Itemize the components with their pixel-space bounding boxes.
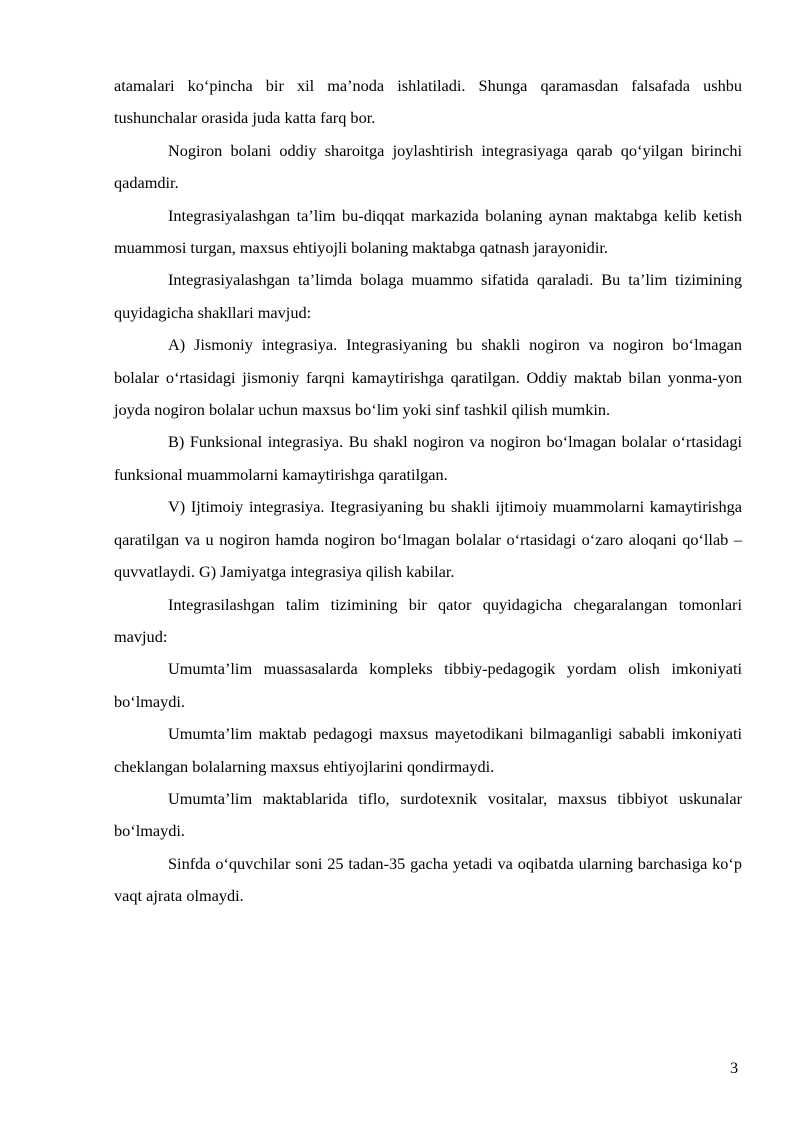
paragraph: Integrasilashgan talim tizimining bir qator quyidagicha chegaralangan tomonlari mavjud:	[114, 594, 742, 646]
paragraph: Umumtaʼlim maktablarida tiflo, surdotexnik vositalar, maxsus tibbiyot uskunalar boʻlmaydi.	[114, 788, 742, 841]
paragraph: B) Funksional integrasiya. Bu shakl nogiron va nogiron boʻlmagan bolalar oʻrtasidagi funksional muammolarni kamaytirishga qaratilgan.	[114, 432, 742, 484]
paragraph: Nogiron bolani oddiy sharoitga joylashtirish integrasiyaga qarab qoʻyilgan birinchi qadamdir.	[114, 140, 742, 193]
paragraph: Umumtaʼlim maktab pedagogi maxsus mayetodikani bilmaganligi sababli imkoniyati cheklangan bolalarning maxsus ehtiyojlarini qondirmaydi.	[114, 724, 742, 776]
paragraph: atamalari koʻpincha bir xil maʼnoda ishlatiladi. Shunga qaramasdan falsafada ushbu tushunchalar orasida juda katta farq bor.	[114, 76, 742, 128]
paragraph: Sinfda oʻquvchilar soni 25 tadan-35 gacha yetadi va oqibatda ularning barchasiga koʻp vaqt ajrata olmaydi.	[114, 853, 742, 906]
paragraph: Umumtaʼlim muassasalarda kompleks tibbiy-pedagogik yordam olish imkoniyati boʻlmaydi.	[114, 659, 742, 711]
page-number: 3	[730, 1058, 739, 1077]
paragraph: A) Jismoniy integrasiya. Integrasiyaning bu shakli nogiron va nogiron boʻlmagan bolalar oʻrtasidagi jismoniy farqni kamaytirishga qaratilgan. Oddiy maktab bilan yonma-yon joyda nogiron bolalar uchun maxsus boʻlim yoki sinf tashkil qilish mumkin.	[114, 335, 742, 420]
paragraph: Integrasiyalashgan taʼlimda bolaga muammo sifatida qaraladi. Bu taʼlim tizimining quyidagicha shakllari mavjud:	[114, 270, 742, 322]
document-body	[114, 70, 742, 913]
paragraph: Integrasiyalashgan taʼlim bu-diqqat markazida bolaning aynan maktabga kelib ketish muammosi turgan, maxsus ehtiyojli bolaning maktabga qatnash jarayonidir.	[114, 205, 742, 258]
paragraph: V) Ijtimoiy integrasiya. Itegrasiyaning bu shakli ijtimoiy muammolarni kamaytirishga qaratilgan va u nogiron hamda nogiron boʻlmagan bolalar oʻrtasidagi oʻzaro aloqani qoʻllab – quvvatlaydi. G) Jamiyatga integrasiya qilish kabilar.	[114, 497, 742, 582]
